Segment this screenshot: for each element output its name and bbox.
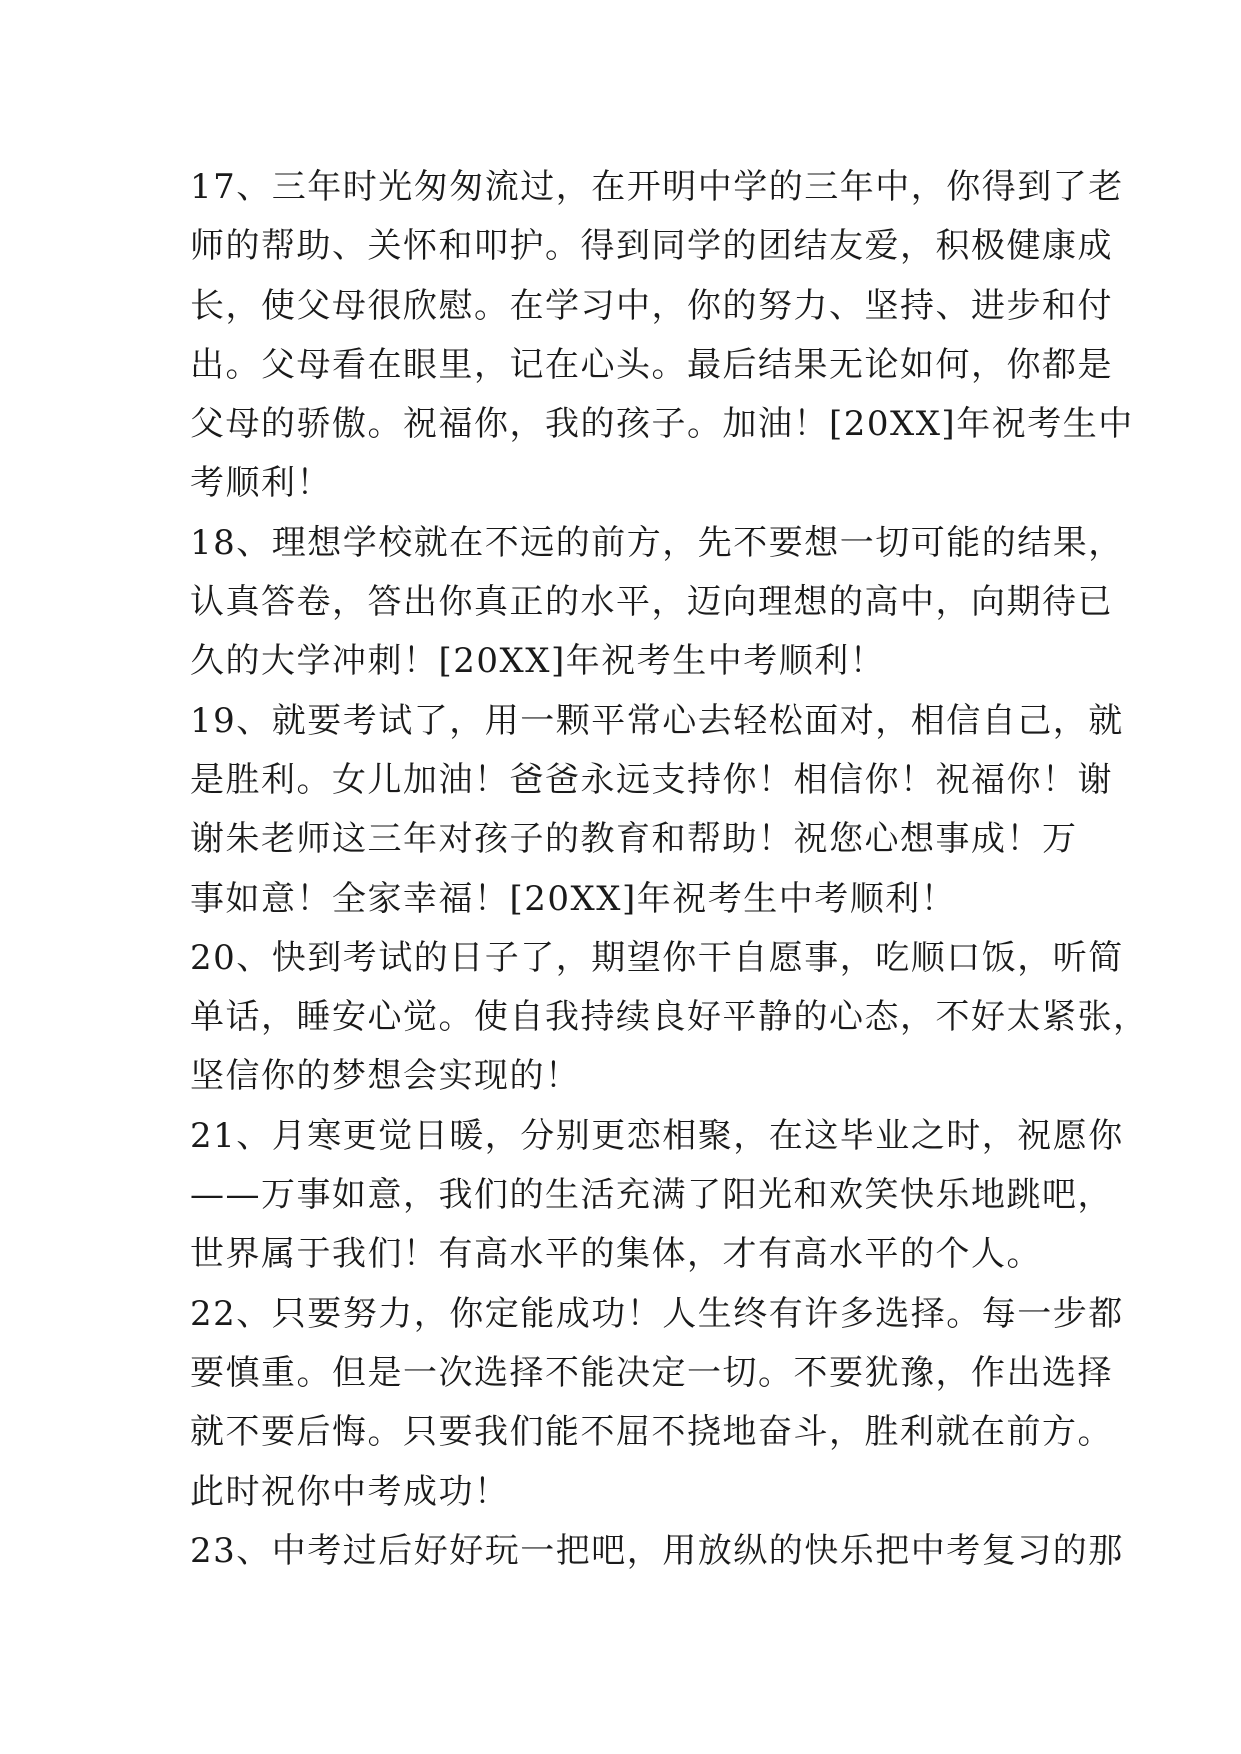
text-line: 师的帮助、关怀和叩护。得到同学的团结友爱，积极健康成 <box>190 226 1113 267</box>
text-line: 要慎重。但是一次选择不能决定一切。不要犹豫，作出选择 <box>190 1352 1113 1393</box>
document-body <box>190 158 1149 1581</box>
text-line: 17、三年时光匆匆流过，在开明中学的三年中，你得到了老 <box>190 167 1124 207</box>
text-line: 是胜利。女儿加油！爸爸永远支持你！相信你！祝福你！谢 <box>190 759 1113 800</box>
text-line: 单话，睡安心觉。使自我持续良好平静的心态，不好太紧张， <box>190 997 1149 1038</box>
text-line: 21、月寒更觉日暖，分别更恋相聚，在这毕业之时，祝愿你 <box>190 1115 1124 1156</box>
text-line: 认真答卷，答出你真正的水平，迈向理想的高中，向期待已 <box>190 582 1113 623</box>
text-line: 23、中考过后好好玩一把吧，用放纵的快乐把中考复习的那 <box>190 1530 1124 1571</box>
text-line: 长，使父母很欣慰。在学习中，你的努力、坚持、进步和付 <box>190 285 1113 326</box>
text-line: 父母的骄傲。祝福你，我的孩子。加油！[20XX]年祝考生中 <box>190 404 1134 445</box>
text-line: 22、只要努力，你定能成功！人生终有许多选择。每一步都 <box>190 1293 1124 1334</box>
text-line: 18、理想学校就在不远的前方，先不要想一切可能的结果， <box>190 522 1124 563</box>
text-line: 事如意！全家幸福！[20XX]年祝考生中考顺利！ <box>190 878 957 919</box>
text-line: 久的大学冲刺！[20XX]年祝考生中考顺利！ <box>190 641 886 682</box>
text-line: 世界属于我们！有高水平的集体，才有高水平的个人。 <box>190 1234 1042 1275</box>
text-line: 就不要后悔。只要我们能不屈不挠地奋斗，胜利就在前方。 <box>190 1412 1113 1453</box>
text-line: 坚信你的梦想会实现的！ <box>190 1056 581 1097</box>
text-line: 此时祝你中考成功！ <box>190 1471 510 1512</box>
text-line: 19、就要考试了，用一颗平常心去轻松面对，相信自己，就 <box>190 700 1124 741</box>
text-line: 出。父母看在眼里，记在心头。最后结果无论如何，你都是 <box>190 344 1113 385</box>
text-line: 谢朱老师这三年对孩子的教育和帮助！祝您心想事成！万 <box>190 819 1078 860</box>
text-line: 考顺利！ <box>190 463 332 504</box>
text-line: ——万事如意，我们的生活充满了阳光和欢笑快乐地跳吧， <box>190 1175 1113 1216</box>
text-line: 20、快到考试的日子了，期望你干自愿事，吃顺口饭，听简 <box>190 937 1124 978</box>
